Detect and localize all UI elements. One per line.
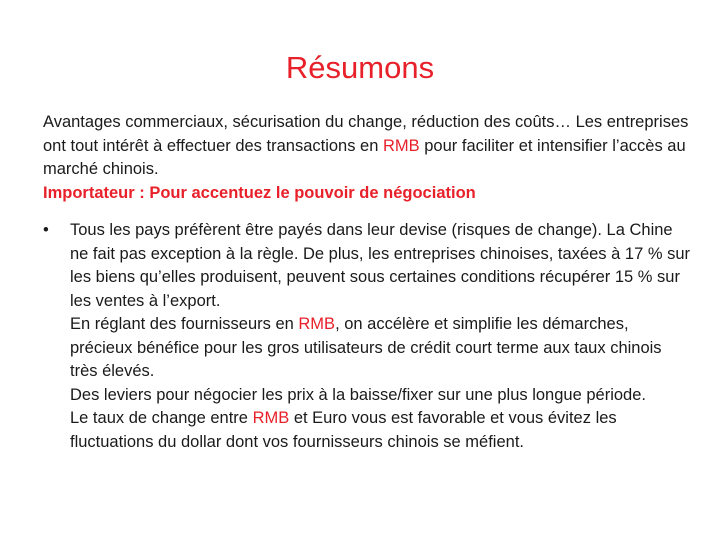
p4-text-a: Le taux de change entre [70,409,253,427]
p2-text-a: En réglant des fournisseurs en [70,315,299,333]
importer-heading: Importateur : Pour accentuez le pouvoir de négociation [43,183,476,202]
bullet-paragraph-3: Des leviers pour négocier les prix à la baisse/fixer sur une plus longue période. [70,385,646,404]
p2-text-b: , on accélère et simplifie les démarches, précieux bénéfice pour les gros utilisateurs de crédit court terme aux taux chinois très élevés. [70,315,662,380]
bullet-paragraph-1: Tous les pays préfèrent être payés dans leur devise (risques de change). La Chine ne fait pas exception à la règle. De plus, les entreprises chinoises, taxées à 17 % sur les biens qu’elles produisent, peuvent sous certaines conditions récupérer 15 % sur les ventes à l’export. [70,221,691,310]
bullet-list [43,219,693,454]
intro-rmb: RMB [383,136,420,155]
p4-text-b: et Euro vous est favorable et vous évitez les fluctuations du dollar dont vos fournisseurs chinois se méfient. [70,409,617,451]
bullet-paragraph-2 [70,313,693,384]
intro-text-2: pour faciliter et intensifier l’accès au marché chinois. [43,136,686,178]
intro-paragraph [43,111,693,182]
p2-rmb: RMB [298,315,336,333]
p4-rmb: RMB [252,409,290,427]
bullet-icon: • [43,221,49,239]
bullet-paragraph-4 [70,407,693,454]
list-item [43,219,693,454]
slide-title: Résumons [285,50,435,85]
bullet-content [70,219,693,454]
intro-text-1: Avantages commerciaux, sécurisation du change, réduction des coûts… Les entreprises ont tout intérêt à effectuer des transactions en [43,113,689,155]
intro-section [43,111,693,205]
